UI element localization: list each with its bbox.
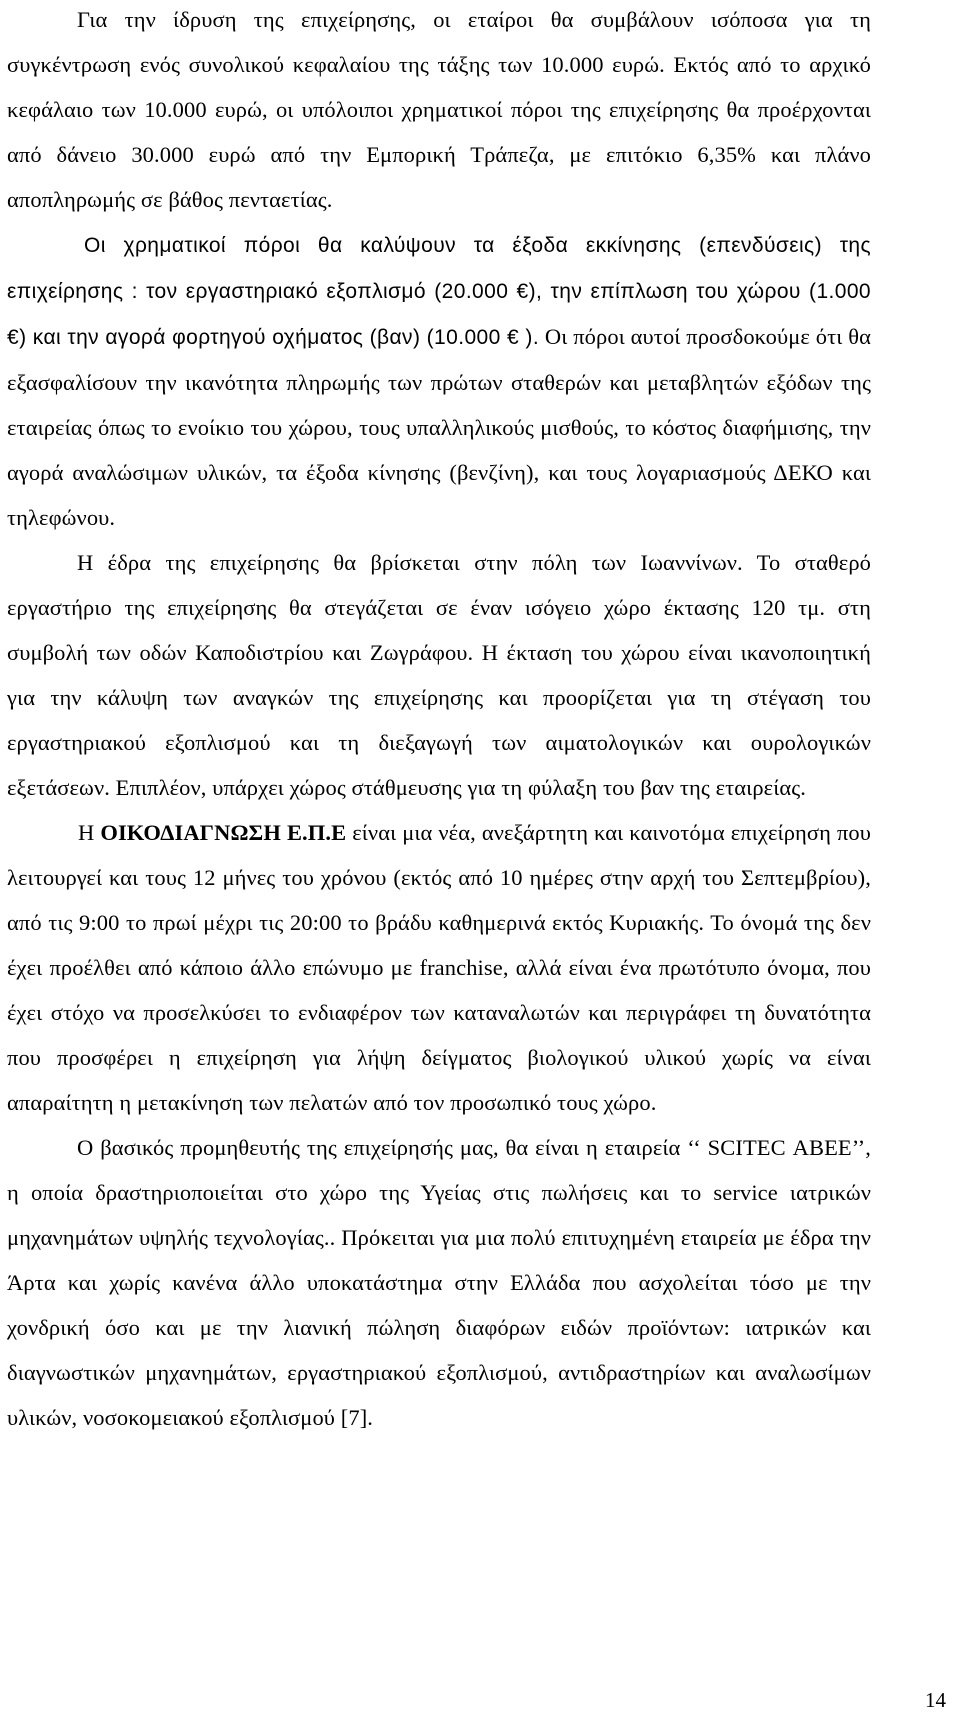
page-number: 14 [925,1688,946,1712]
paragraph-supplier: Ο βασικός προμηθευτής της επιχείρησής μας, θα είναι η εταιρεία ‘‘ SCITEC ΑΒΕΕ’’, η οποία δραστηριοποιείται στο χώρο της Υγείας στις πωλήσεις και το service ιατρικών μηχανημάτων υψηλής τεχνολογίας.. Πρόκειται για μια πολύ επιτυχημένη εταιρεία με έδρα την Άρτα και χωρίς κανένα άλλο υποκατάστημα στην Ελλάδα που ασχολείται τόσο με την χονδρική όσο και με την λιανική πώληση διαφόρων ειδών προϊόντων: ιατρικών και διαγνωστικών μηχανημάτων, εργαστηριακού εξοπλισμού, αντιδραστηρίων και αναλωσίμων υλικών, νοσοκομειακού εξοπλισμού [7]. [7,1135,871,1430]
company-name: ΟΙΚΟΔΙΑΓΝΩΣΗ Ε.Π.Ε [100,820,347,845]
paragraph-company [7,810,871,1125]
company-intro: Η [78,820,101,845]
company-description: είναι μια νέα, ανεξάρτητη και καινοτόμα επιχείρηση που λειτουργεί και τους 12 μήνες του χρόνου (εκτός από 10 ημέρες στην αρχή του Σεπτεμβρίου), από τις 9:00 το πρωί μέχρι τις 20:00 το βράδυ καθημερινά εκτός Κυριακής. Το όνομά της δεν έχει προέλθει από κάποιο άλλο επώνυμο με franchise, αλλά είναι ένα πρωτότυπο όνομα, που έχει στόχο να προσελκύσει το ενδιαφέρον των καταναλωτών και περιγράφει τη δυνατότητα που προσφέρει η επιχείρηση για λήψη δείγματος βιολογικού υλικού χωρίς να είναι απαραίτητη η μετακίνηση των πελατών από τον προσωπικό τους χώρο. [7,820,872,1115]
paragraph-location: Η έδρα της επιχείρησης θα βρίσκεται στην πόλη των Ιωαννίνων. Το σταθερό εργαστήριο της επιχείρησης θα στεγάζεται σε έναν ισόγειο χώρο έκτασης 120 τμ. στη συμβολή των οδών Καποδιστρίου και Ζωγράφου. Η έκταση του χώρου είναι ικανοποιητική για την κάλυψη των αναγκών της επιχείρησης και προορίζεται για τη στέγαση του εργαστηριακού εξοπλισμού και τη διεξαγωγή των αιματολογικών και ουρολογικών εξετάσεων. Επιπλέον, υπάρχει χώρος στάθμευσης για τη φύλαξη του βαν της εταιρείας. [7,550,871,800]
document-page [7,0,871,1440]
paragraph-capital: Για την ίδρυση της επιχείρησης, οι εταίροι θα συμβάλουν ισόποσα για τη συγκέντρωση ενός συνολικού κεφαλαίου της τάξης των 10.000 ευρώ. Εκτός από το αρχικό κεφάλαιο των 10.000 ευρώ, οι υπόλοιποι χρηματικοί πόροι της επιχείρησης θα προέρχονται από δάνειο 30.000 ευρώ από την Εμπορική Τράπεζα, με επιτόκιο 6,35% και πλάνο αποπληρωμής σε βάθος πενταετίας. [7,7,871,212]
resources-sentence: Οι χρηματικοί πόροι θα καλύψουν τα έξοδα εκκίνησης (επενδύσεις) της επιχείρησης : τον εργαστηριακό εξοπλισμό (20.000 €), την επίπλωση του χώρου (1.000 €) και την αγορά φορτηγού οχήματος (βαν) (10.000 € ). [7,234,871,349]
resources-continuation: Οι πόροι αυτοί προσδοκούμε ότι θα εξασφαλίσουν την ικανότητα πληρωμής των πρώτων σταθερών και μεταβλητών εξόδων της εταιρείας όπως το ενοίκιο του χώρου, τους υπαλληλικούς μισθούς, το κόστος διαφήμισης, την αγορά αναλώσιμων υλικών, τα έξοδα κίνησης (βενζίνη), και τους λογαριασμούς ΔΕΚΟ και τηλεφώνου. [7,324,871,530]
paragraph-resources [7,222,871,540]
